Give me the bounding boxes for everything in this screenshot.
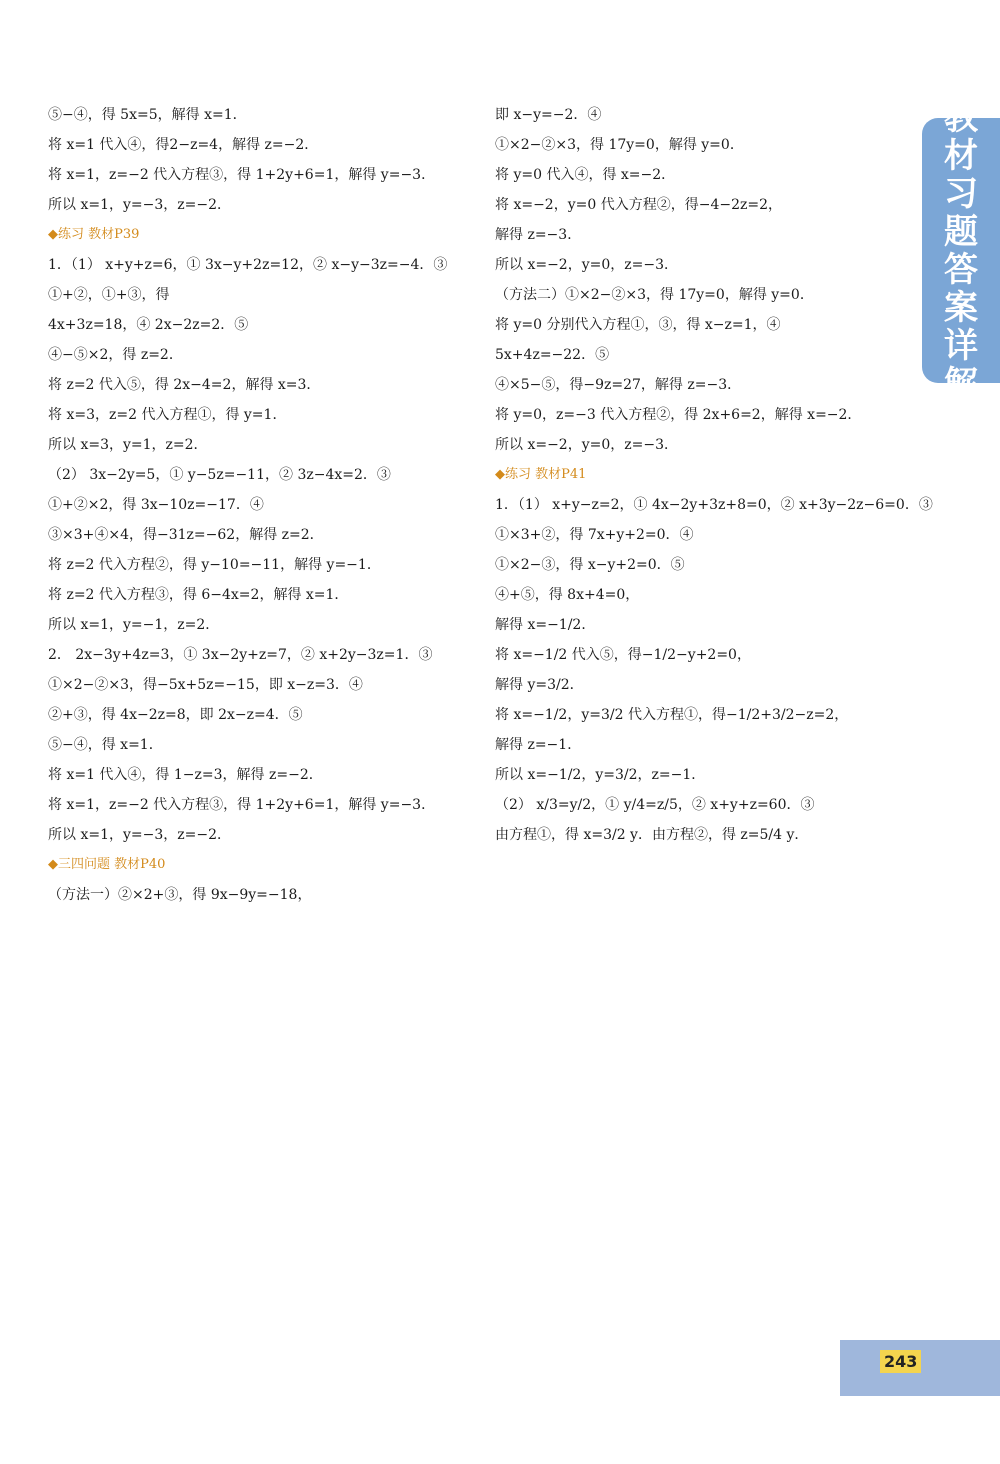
right-line-15: ①×2−③，得 x−y+2=0．⑤ [495, 557, 685, 573]
side-tab-char-7: 解 [944, 363, 978, 404]
right-line-9: ④×5−⑤，得−9z=27，解得 z=−3． [495, 377, 742, 393]
right-line-16: ④+⑤，得 8x+4=0， [495, 587, 640, 603]
left-line-20: ②+③，得 4x−2z=8，即 2x−z=4．⑤ [48, 707, 303, 723]
right-line-23: （2） x/3=y/2，① y/4=z/5，② x+y+z=60．③ [495, 797, 815, 813]
left-line-5: 1．（1） x+y+z=6，① 3x−y+2z=12，② x−y−3z=−4．③ [48, 257, 448, 273]
side-tab-char-4: 答 [944, 249, 978, 290]
right-line-3: 将 x=−2，y=0 代入方程②，得−4−2z=2， [495, 197, 782, 213]
left-line-4: ◆练习 教材P39 [48, 227, 140, 242]
page-number: 243 [880, 1350, 921, 1373]
right-line-1: ①×2−②×3，得 17y=0，解得 y=0． [495, 137, 744, 153]
right-line-6: （方法二）①×2−②×3，得 17y=0，解得 y=0． [495, 287, 814, 303]
right-line-5: 所以 x=−2，y=0，z=−3． [495, 257, 679, 273]
side-tab-char-0: 教 [944, 97, 978, 138]
right-line-18: 将 x=−1/2 代入⑤，得−1/2−y+2=0， [495, 647, 751, 663]
side-tab-char-3: 题 [944, 211, 978, 252]
left-line-26: （方法一）②×2+③，得 9x−9y=−18， [48, 887, 312, 903]
right-line-19: 解得 y=3/2． [495, 677, 584, 693]
right-line-0: 即 x−y=−2．④ [495, 107, 602, 123]
left-line-13: ①+②×2，得 3x−10z=−17．④ [48, 497, 264, 513]
left-line-17: 所以 x=1，y=−1，z=2． [48, 617, 220, 633]
side-tab [922, 97, 1000, 404]
right-line-14: ①×3+②，得 7x+y+2=0．④ [495, 527, 694, 543]
left-line-12: （2） 3x−2y=5，① y−5z=−11，② 3z−4x=2．③ [48, 467, 391, 483]
right-line-4: 解得 z=−3． [495, 227, 582, 243]
side-tab-char-5: 案 [944, 287, 978, 328]
left-line-8: ④−⑤×2，得 z=2． [48, 347, 183, 363]
right-line-8: 5x+4z=−22．⑤ [495, 347, 610, 363]
right-line-10: 将 y=0，z=−3 代入方程②，得 2x+6=2，解得 x=−2． [495, 407, 862, 423]
left-line-2: 将 x=1，z=−2 代入方程③，得 1+2y+6=1，解得 y=−3． [48, 167, 436, 183]
left-line-19: ①×2−②×3，得−5x+5z=−15，即 x−z=3．④ [48, 677, 363, 693]
left-line-7: 4x+3z=18，④ 2x−2z=2．⑤ [48, 317, 249, 333]
left-line-18: 2． 2x−3y+4z=3，① 3x−2y+z=7，② x+2y−3z=1．③ [48, 647, 433, 663]
right-line-22: 所以 x=−1/2，y=3/2，z=−1． [495, 767, 706, 783]
right-line-17: 解得 x=−1/2． [495, 617, 596, 633]
left-line-6: ①+②，①+③，得 [48, 287, 170, 303]
right-line-24: 由方程①，得 x=3/2 y．由方程②，得 z=5/4 y． [495, 827, 809, 843]
side-tab-char-2: 习 [944, 173, 978, 214]
left-line-16: 将 z=2 代入方程③，得 6−4x=2，解得 x=1． [48, 587, 349, 603]
left-line-21: ⑤−④，得 x=1． [48, 737, 163, 753]
left-line-23: 将 x=1，z=−2 代入方程③，得 1+2y+6=1，解得 y=−3． [48, 797, 436, 813]
right-line-11: 所以 x=−2，y=0，z=−3． [495, 437, 679, 453]
right-column [495, 100, 933, 850]
left-line-25: ◆三四问题 教材P40 [48, 857, 166, 872]
left-line-3: 所以 x=1，y=−3，z=−2． [48, 197, 232, 213]
right-line-12: ◆练习 教材P41 [495, 467, 587, 482]
left-line-0: ⑤−④，得 5x=5，解得 x=1． [48, 107, 247, 123]
left-line-22: 将 x=1 代入④，得 1−z=3，解得 z=−2． [48, 767, 323, 783]
right-line-7: 将 y=0 分别代入方程①，③，得 x−z=1，④ [495, 317, 781, 333]
left-column [48, 100, 478, 910]
left-line-24: 所以 x=1，y=−3，z=−2． [48, 827, 232, 843]
side-tab-char-6: 详 [944, 325, 978, 366]
left-line-1: 将 x=1 代入④，得2−z=4，解得 z=−2． [48, 137, 319, 153]
side-tab-char-1: 材 [944, 135, 978, 176]
left-line-14: ③×3+④×4，得−31z=−62，解得 z=2． [48, 527, 324, 543]
right-line-13: 1．（1） x+y−z=2，① 4x−2y+3z+8=0，② x+3y−2z−6=0．③ [495, 497, 933, 513]
left-line-9: 将 z=2 代入⑤，得 2x−4=2，解得 x=3． [48, 377, 321, 393]
left-line-11: 所以 x=3，y=1，z=2． [48, 437, 208, 453]
left-line-10: 将 x=3，z=2 代入方程①，得 y=1． [48, 407, 287, 423]
right-line-20: 将 x=−1/2，y=3/2 代入方程①，得−1/2+3/2−z=2， [495, 707, 849, 723]
left-line-15: 将 z=2 代入方程②，得 y−10=−11，解得 y=−1． [48, 557, 381, 573]
right-line-21: 解得 z=−1． [495, 737, 582, 753]
right-line-2: 将 y=0 代入④，得 x=−2． [495, 167, 676, 183]
